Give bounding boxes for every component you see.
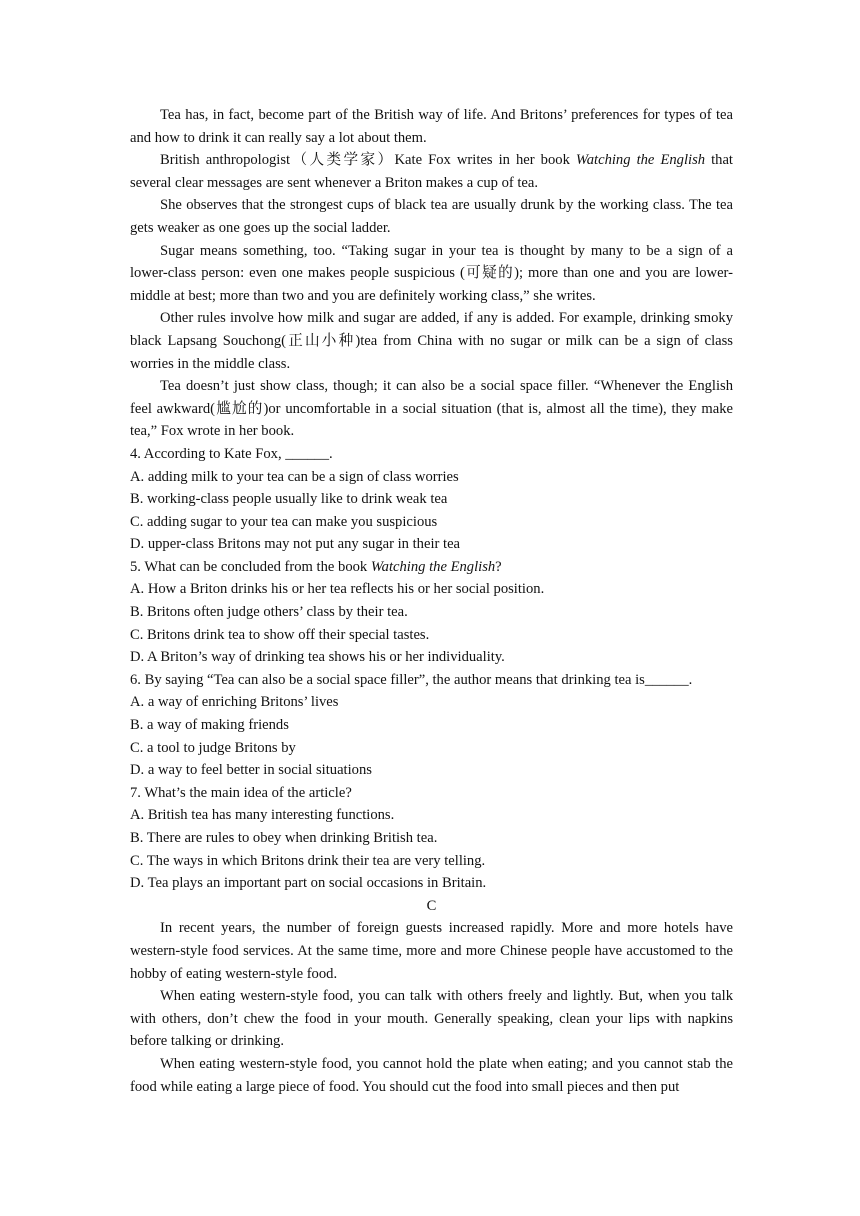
- question-stem: [130, 556, 733, 579]
- option: D. a way to feel better in social situations: [130, 762, 372, 779]
- option: B. a way of making friends: [130, 717, 289, 734]
- paragraph: When eating western-style food, you can talk with others freely and lightly. But, when you talk with others, don’t chew the food in your mouth. Generally speaking, clean your lips with napkins before talking or drinking.: [130, 988, 733, 1050]
- text-run: British anthropologist（人类学家）Kate Fox writes in her book: [160, 152, 576, 169]
- option: C. a tool to judge Britons by: [130, 739, 296, 756]
- paragraph: When eating western-style food, you cannot hold the plate when eating; and you cannot stab the food while eating a large piece of food. You should cut the food into small pieces and then put: [130, 1055, 733, 1095]
- text-run: that several clear messages are sent whenever a Briton makes a cup of tea.: [130, 152, 733, 191]
- book-title: Watching the English: [370, 558, 496, 575]
- paragraph: Tea has, in fact, become part of the British way of life. And Britons’ preferences for types of tea and how to drink it can really say a lot about them.: [130, 107, 733, 146]
- option: A. British tea has many interesting functions.: [130, 807, 395, 824]
- document-page: [130, 104, 733, 1098]
- paragraph: [130, 149, 733, 194]
- option: B. Britons often judge others’ class by their tea.: [130, 604, 408, 621]
- question-stem: 4. According to Kate Fox, ______.: [130, 445, 333, 462]
- paragraph: In recent years, the number of foreign guests increased rapidly. More and more hotels have western-style food services. At the same time, more and more Chinese people have accustomed to the hobby of eating western-style food.: [130, 920, 733, 982]
- passage-c: [130, 895, 733, 1098]
- option: C. Britons drink tea to show off their special tastes.: [130, 626, 430, 643]
- option: D. upper-class Britons may not put any sugar in their tea: [130, 536, 461, 553]
- question-stem: 7. What’s the main idea of the article?: [130, 784, 352, 801]
- question-stem: 6. By saying “Tea can also be a social space filler”, the author means that drinking tea is______.: [130, 671, 693, 688]
- paragraph: She observes that the strongest cups of black tea are usually drunk by the working class. The tea gets weaker as one goes up the social ladder.: [130, 197, 733, 236]
- option: A. adding milk to your tea can be a sign of class worries: [130, 468, 459, 485]
- paragraph: Other rules involve how milk and sugar are added, if any is added. For example, drinking smoky black Lapsang Souchong(正山小种)tea from China with no sugar or milk can be a sign of class worries in the middle class.: [130, 310, 733, 372]
- option: D. Tea plays an important part on social occasions in Britain.: [130, 875, 487, 892]
- option: B. There are rules to obey when drinking British tea.: [130, 830, 438, 846]
- text-run: ?: [495, 558, 502, 575]
- section-heading: C: [426, 897, 437, 914]
- question-5: [130, 556, 733, 669]
- option: A. How a Briton drinks his or her tea reflects his or her social position.: [130, 581, 545, 598]
- paragraph: Tea doesn’t just show class, though; it can also be a social space filler. “Whenever the English feel awkward(尴尬的)or uncomfortable in a social situation (that is, almost all the time), they make tea,” Fox wrote in her book.: [130, 378, 733, 440]
- option: B. working-class people usually like to drink weak tea: [130, 491, 448, 508]
- paragraph: Sugar means something, too. “Taking sugar in your tea is thought by many to be a sign of a lower-class person: even one makes people suspicious (可疑的); more than one and you are lower-middle at best; more than two and you are definitely working class,” she writes.: [130, 242, 733, 304]
- option: D. A Briton’s way of drinking tea shows his or her individuality.: [130, 649, 505, 666]
- option: C. The ways in which Britons drink their tea are very telling.: [130, 852, 486, 869]
- text-run: 5. What can be concluded from the book: [130, 558, 371, 575]
- question-6: [130, 669, 733, 782]
- book-title: Watching the English: [575, 152, 706, 169]
- question-7: [130, 782, 733, 895]
- option: C. adding sugar to your tea can make you suspicious: [130, 513, 438, 530]
- question-4: [130, 443, 733, 556]
- option: A. a way of enriching Britons’ lives: [130, 694, 339, 711]
- passage-b: [130, 104, 733, 443]
